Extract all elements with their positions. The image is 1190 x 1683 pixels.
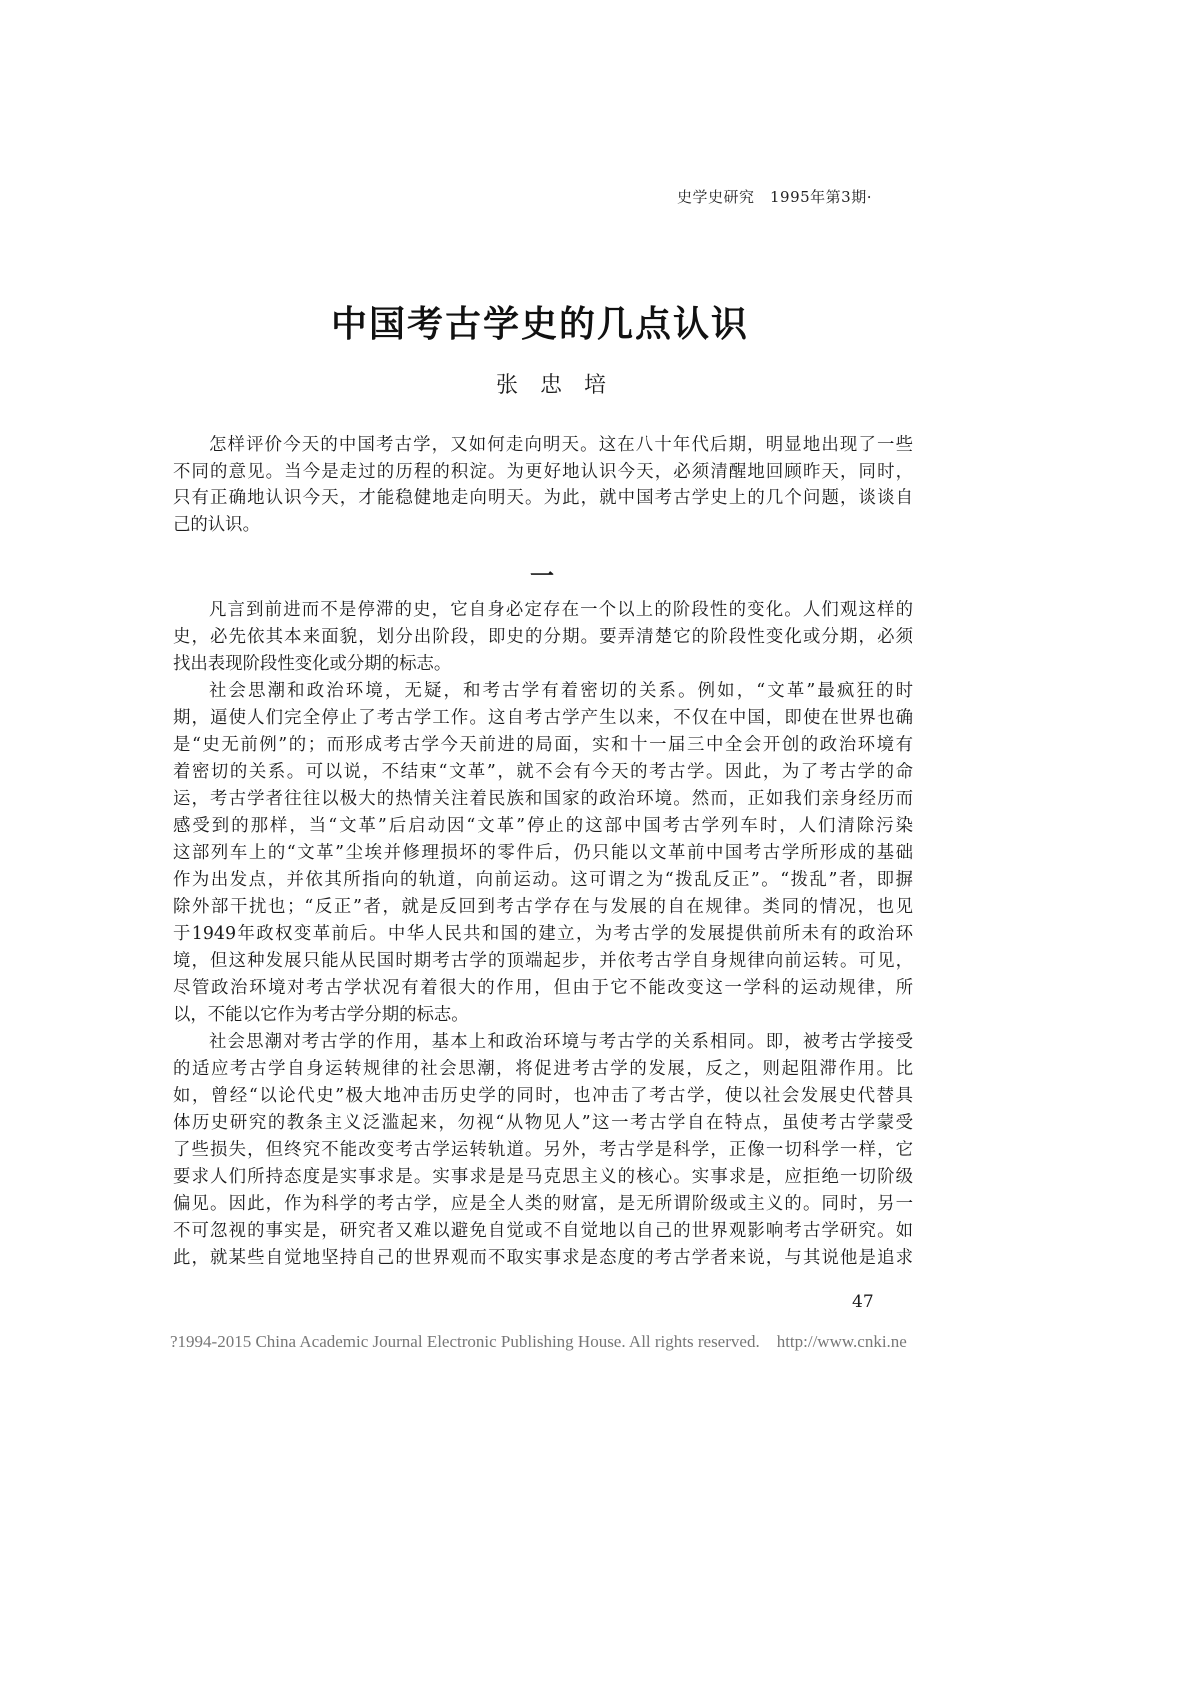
paragraph-intro bbox=[173, 432, 913, 539]
text-line: 了些损失，但终究不能改变考古学运转轨道。另外，考古学是科学，正像一切科学一样，它 bbox=[173, 1140, 913, 1160]
section-number: 一 bbox=[530, 561, 554, 590]
text-line: 于1949年政权变革前后。中华人民共和国的建立，为考古学的发展提供前所未有的政治环 bbox=[173, 924, 913, 944]
section-body bbox=[173, 597, 913, 1272]
article-title: 中国考古学史的几点认识 bbox=[330, 304, 749, 345]
text-line: 期，逼使人们完全停止了考古学工作。这自考古学产生以来，不仅在中国，即使在世界也确 bbox=[173, 708, 913, 728]
text-line: 作为出发点，并依其所指向的轨道，向前运动。这可谓之为“拨乱反正”。“拨乱”者，即摒 bbox=[173, 870, 913, 890]
text-line: 感受到的那样，当“文革”后启动因“文革”停止的这部中国考古学列车时，人们清除污染 bbox=[173, 816, 913, 836]
text-line: 运，考古学者往往以极大的热情关注着民族和国家的政治环境。然而，正如我们亲身经历而 bbox=[173, 789, 913, 809]
paragraph bbox=[173, 597, 913, 678]
text-line: 尽管政治环境对考古学状况有着很大的作用，但由于它不能改变这一学科的运动规律，所 bbox=[173, 978, 913, 998]
page-number: 47 bbox=[852, 1292, 874, 1312]
text-line: 着密切的关系。可以说，不结束“文革”，就不会有今天的考古学。因此，为了考古学的命 bbox=[173, 762, 913, 782]
text-line: 是“史无前例”的；而形成考古学今天前进的局面，实和十一届三中全会开创的政治环境有 bbox=[173, 735, 913, 755]
text-line: 体历史研究的教条主义泛滥起来，勿视“从物见人”这一考古学自在特点，虽使考古学蒙受 bbox=[173, 1113, 913, 1133]
text-line: 找出表现阶段性变化或分期的标志。 bbox=[173, 654, 452, 674]
text-line: 偏见。因此，作为科学的考古学，应是全人类的财富，是无所谓阶级或主义的。同时，另一 bbox=[173, 1194, 913, 1214]
text-line: 这部列车上的“文革”尘埃并修理损坏的零件后，仍只能以文革前中国考古学所形成的基础 bbox=[173, 843, 913, 863]
paragraph bbox=[173, 678, 913, 1029]
author-name: 张忠培 bbox=[495, 373, 628, 398]
text-line: 境，但这种发展只能从民国时期考古学的顶端起步，并依考古学自身规律向前运转。可见， bbox=[173, 951, 913, 971]
text-line: 以，不能以它作为考古学分期的标志。 bbox=[173, 1005, 469, 1025]
text-line: 不同的意见。当今是走过的历程的积淀。为更好地认识今天，必须清醒地回顾昨天，同时， bbox=[173, 461, 913, 482]
text-line: 此，就某些自觉地坚持自己的世界观而不取实事求是态度的考古学者来说，与其说他是追求 bbox=[173, 1248, 913, 1268]
text-line: 己的认识。 bbox=[173, 515, 260, 536]
text-line: 如，曾经“以论代史”极大地冲击历史学的同时，也冲击了考古学，使以社会发展史代替具 bbox=[173, 1086, 913, 1106]
text-line: 除外部干扰也；“反正”者，就是反回到考古学存在与发展的自在规律。类同的情况，也见 bbox=[173, 897, 913, 917]
paragraph bbox=[173, 1029, 913, 1272]
text-line: 史，必先依其本来面貌，划分出阶段，即史的分期。要弄清楚它的阶段性变化或分期，必须 bbox=[173, 627, 913, 647]
journal-header: 史学史研究 1995年第3期· bbox=[677, 188, 872, 206]
text-line: 要求人们所持态度是实事求是。实事求是是马克思主义的核心。实事求是，应拒绝一切阶级 bbox=[173, 1167, 913, 1187]
text-line: 凡言到前进而不是停滞的史，它自身必定存在一个以上的阶段性的变化。人们观这样的 bbox=[209, 600, 913, 620]
text-line: 怎样评价今天的中国考古学，又如何走向明天。这在八十年代后期，明显地出现了一些 bbox=[209, 435, 913, 455]
text-line: 不可忽视的事实是，研究者又难以避免自觉或不自觉地以自己的世界观影响考古学研究。如 bbox=[173, 1221, 913, 1241]
text-line: 社会思潮对考古学的作用，基本上和政治环境与考古学的关系相同。即，被考古学接受 bbox=[209, 1032, 913, 1052]
text-line: 的适应考古学自身运转规律的社会思潮，将促进考古学的发展，反之，则起阻滞作用。比 bbox=[173, 1059, 913, 1079]
text-line: 只有正确地认识今天，才能稳健地走向明天。为此，就中国考古学史上的几个问题，谈谈自 bbox=[173, 488, 913, 509]
copyright-footer: ?1994-2015 China Academic Journal Electronic Publishing House. All rights reserved. http://www.cnki.ne bbox=[170, 1332, 907, 1351]
text-line: 社会思潮和政治环境，无疑，和考古学有着密切的关系。例如，“文革”最疯狂的时 bbox=[209, 681, 913, 701]
